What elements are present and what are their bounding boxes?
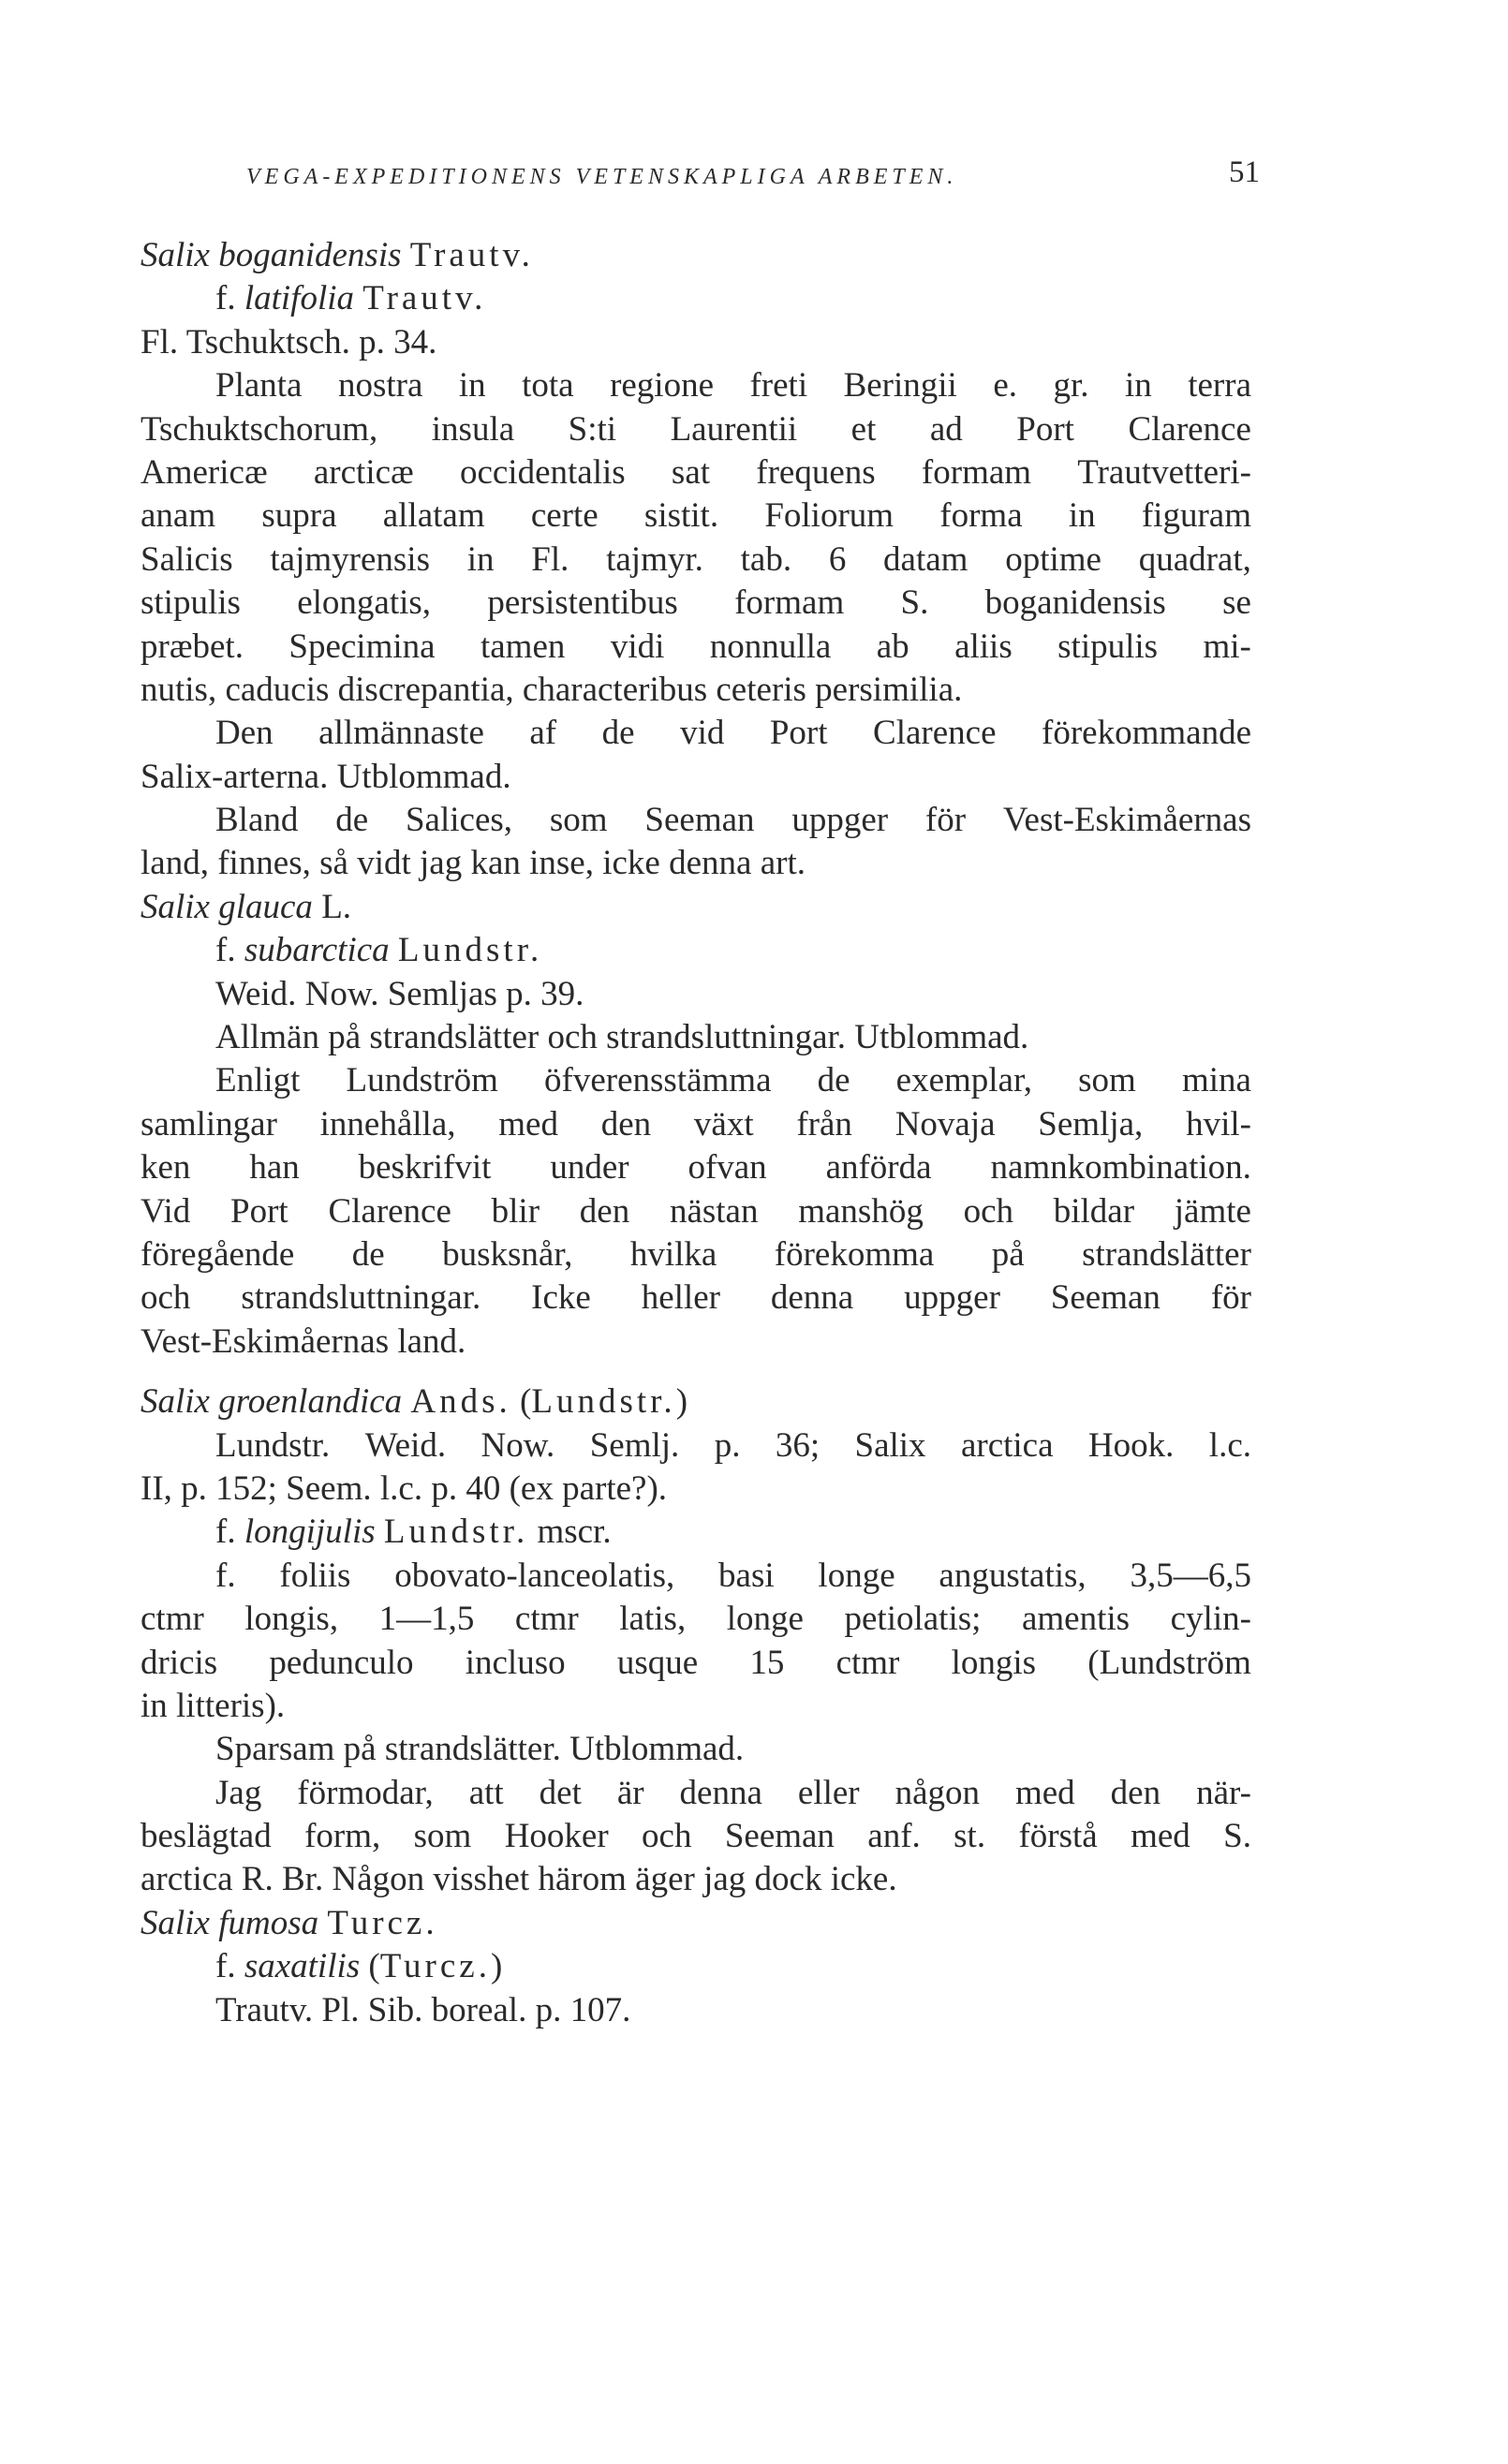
section-gap <box>140 1364 1251 1380</box>
author: Trautv. <box>362 279 487 318</box>
page-number: 51 <box>1229 155 1260 189</box>
form-heading: f. subarctica Lundstr. <box>215 931 543 970</box>
text-line: Jag förmodar, att det är denna eller någon med den när- <box>215 1773 1251 1812</box>
text-line: stipulis elongatis, persistentibus formam S. boganidensis se <box>140 583 1251 623</box>
taxon-name: Salix glauca <box>140 887 313 926</box>
text-line: Vid Port Clarence blir den nästan manshög och bildar jämte <box>140 1191 1251 1231</box>
taxon-name: Salix groenlandica <box>140 1382 403 1422</box>
author: Lundstr. <box>383 1512 529 1552</box>
text-line: præbet. Specimina tamen vidi nonnulla ab aliis stipulis mi- <box>140 627 1251 666</box>
text-line: föregående de busksnår, hvilka förekomma på strandslätter <box>140 1234 1251 1274</box>
author: Turcz. <box>327 1903 438 1942</box>
form-name: saxatilis <box>244 1947 361 1986</box>
form-heading: f. longijulis Lundstr. mscr. <box>215 1512 612 1552</box>
form-heading: f. latifolia Trautv. <box>215 279 487 318</box>
author: Trautv. <box>409 236 534 274</box>
species-heading <box>140 886 1251 929</box>
author: L. <box>321 887 352 926</box>
text-line: Den allmännaste af de vid Port Clarence förekommande <box>215 714 1251 753</box>
text-line: Sparsam på strandslätter. Utblommad. <box>215 1730 745 1769</box>
text-line: Salix-arterna. Utblommad. <box>140 757 511 796</box>
reference-line: Trautv. Pl. Sib. boreal. p. 107. <box>215 1990 631 2029</box>
species-heading <box>140 1902 1251 1945</box>
species-heading: Salix groenlandica Ands. (Lundstr.) <box>140 1382 688 1422</box>
text-line: och strandsluttningar. Icke heller denna uppger Seeman för <box>140 1278 1251 1318</box>
text-line: anam supra allatam certe sistit. Foliorum forma in figuram <box>140 496 1251 536</box>
text-line: ken han beskrifvit under ofvan anförda namnkombination. <box>140 1148 1251 1188</box>
form-name: subarctica <box>244 931 390 970</box>
text-line: samlingar innehålla, med den växt från Novaja Semlja, hvil- <box>140 1104 1251 1143</box>
text-line: ctmr longis, 1—1,5 ctmr latis, longe petiolatis; amentis cylin- <box>140 1600 1251 1639</box>
text-line: Enligt Lundström öfverensstämma de exemplar, som mina <box>215 1061 1251 1100</box>
text-line: Bland de Salices, som Seeman uppger för Vest-Eskimåernas <box>215 801 1251 840</box>
taxon-name: Salix boganidensis <box>140 236 402 274</box>
text-line: beslägtad form, som Hooker och Seeman anf. st. förstå med S. <box>140 1817 1251 1856</box>
reference-line: Lundstr. Weid. Now. Semlj. p. 36; Salix arctica Hook. l.c. <box>215 1425 1251 1465</box>
author: Ands. <box>410 1382 511 1422</box>
text-line: Vest-Eskimåernas land. <box>140 1321 466 1361</box>
text-line: Americæ arcticæ occidentalis sat frequens formam Trautvetteri- <box>140 452 1251 492</box>
text-line: Salicis tajmyrensis in Fl. tajmyr. tab. 6 datam optime quadrat, <box>140 539 1251 579</box>
text-line: dricis pedunculo incluso usque 15 ctmr longis (Lundström <box>140 1643 1251 1682</box>
page-body <box>140 234 1251 2032</box>
author: Turcz. <box>379 1947 491 1986</box>
text-line: nutis, caducis discrepantia, characteribus ceteris persimilia. <box>140 670 963 709</box>
text-line: Tschuktschorum, insula S:ti Laurentii et ad Port Clarence <box>140 409 1251 449</box>
text-line: Planta nostra in tota regione freti Beringii e. gr. in terra <box>215 366 1251 406</box>
text-line: in litteris). <box>140 1686 286 1725</box>
form-name: longijulis <box>244 1512 376 1552</box>
text-line: arctica R. Br. Någon visshet härom äger jag dock icke. <box>140 1860 897 1899</box>
text-line: Allmän på strandslätter och strandsluttningar. Utblommad. <box>215 1018 1029 1057</box>
running-header: VEGA-EXPEDITIONENS VETENSKAPLIGA ARBETEN. <box>246 165 958 189</box>
species-heading <box>140 234 1251 277</box>
reference-line: Fl. Tschuktsch. p. 34. <box>140 322 437 361</box>
text-line: f. foliis obovato-lanceolatis, basi longe angustatis, 3,5—6,5 <box>215 1556 1251 1595</box>
form-heading: f. saxatilis (Turcz.) <box>215 1947 503 1986</box>
taxon-name: Salix fumosa <box>140 1903 319 1942</box>
author: Lundstr. <box>531 1382 676 1422</box>
reference-line: II, p. 152; Seem. l.c. p. 40 (ex parte?). <box>140 1468 668 1508</box>
text-line: land, finnes, så vidt jag kan inse, icke denna art. <box>140 844 806 883</box>
reference-line: Weid. Now. Semljas p. 39. <box>215 974 584 1013</box>
form-name: latifolia <box>244 279 355 318</box>
author: Lundstr. <box>397 931 543 970</box>
